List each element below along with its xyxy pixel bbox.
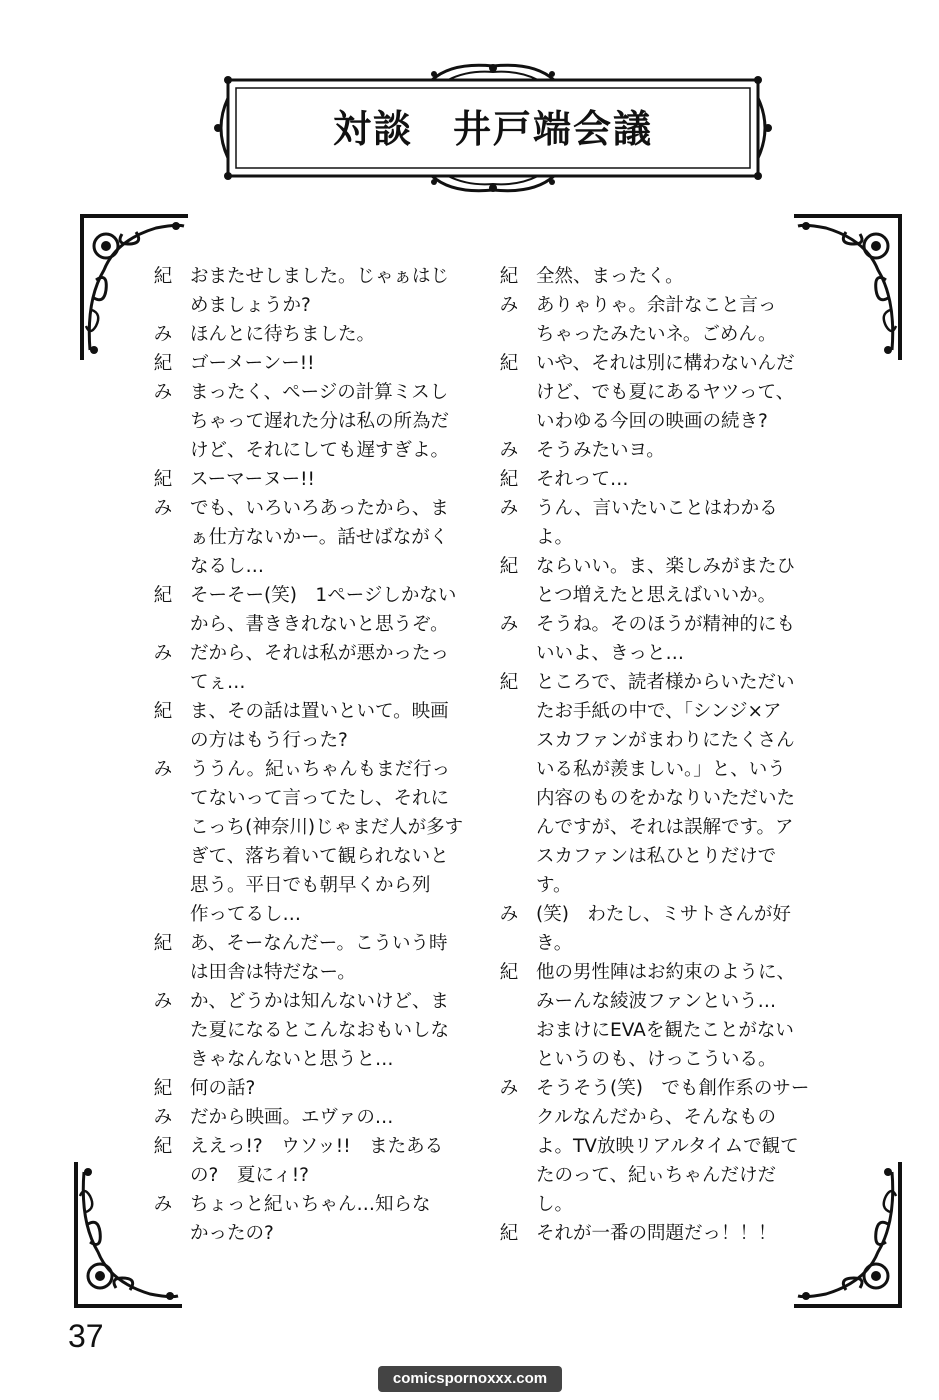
dialogue-line [496,1132,826,1161]
speaker-label: み [153,643,173,664]
dialogue-line [150,407,490,436]
dialogue-text: ところで、読者様からいただい [536,672,795,693]
dialogue-line [496,958,826,987]
dialogue-text: は田舎は特だなー。 [190,962,356,983]
dialogue-text: そーそー(笑) 1ページしかない [190,585,457,606]
dialogue-text: ぎて、落ち着いて観られないと [190,846,449,867]
dialogue-line [150,1045,490,1074]
dialogue-text: スカファンは私ひとりだけで [536,846,777,867]
dialogue-text: そうね。そのほうが精神的にも [536,614,796,635]
speaker-label: 紀 [499,266,519,287]
dialogue-line [150,1074,490,1103]
dialogue-text: (笑) わたし、ミサトさんが好 [536,904,791,925]
dialogue-text: だから、それは私が悪かったっ [190,643,450,664]
dialogue-line [496,755,826,784]
dialogue-line [496,581,826,610]
speaker-label: 紀 [153,933,173,954]
dialogue-line [150,755,490,784]
dialogue-text: そうみたいヨ。 [536,440,665,461]
dialogue-line [150,378,490,407]
speaker-label: 紀 [499,469,519,490]
dialogue-line [496,1190,826,1219]
dialogue-line [150,581,490,610]
dialogue-line [150,1161,490,1190]
dialogue-text: というのも、けっこういる。 [536,1049,777,1070]
dialogue-text: ええっ!? ウソッ!! またある [190,1136,444,1157]
speaker-label: み [153,1194,173,1215]
dialogue-line [496,610,826,639]
dialogue-text: ちゃって遅れた分は私の所為だ [190,411,450,432]
dialogue-line [496,552,826,581]
dialogue-line [496,1045,826,1074]
dialogue-text: 作ってるし… [190,904,302,925]
dialogue-text: 思う。平日でも朝早くから列 [190,875,431,896]
dialogue-text: 内容のものをかなりいただいた [536,788,796,809]
dialogue-line [150,987,490,1016]
dialogue-text: たのって、紀ぃちゃんだけだ [536,1165,776,1186]
dialogue-line [150,465,490,494]
page-number: 37 [68,1318,104,1354]
dialogue-text: けど、それにしても遅すぎよ。 [190,440,450,461]
speaker-label: み [153,991,173,1012]
dialogue-line [150,494,490,523]
dialogue-line [496,987,826,1016]
speaker-label: み [499,904,519,925]
dialogue-line [496,320,826,349]
dialogue-line [496,291,826,320]
dialogue-text: きゃなんないと思うと… [190,1049,394,1070]
dialogue-text: 他の男性陣はお約束のように、 [536,962,796,983]
dialogue-text: みーんな綾波ファンという… [536,991,777,1012]
speaker-label: 紀 [153,585,173,606]
dialogue-line [150,958,490,987]
dialogue-text: の? 夏にィ!? [190,1165,309,1186]
dialogue-text: いいよ、きっと… [536,643,685,664]
dialogue-line [150,320,490,349]
dialogue-line [496,465,826,494]
dialogue-line [496,639,826,668]
dialogue-text: ちゃったみたいネ。ごめん。 [536,324,777,345]
dialogue-line [496,436,826,465]
dialogue-line [496,871,826,900]
dialogue-line [150,639,490,668]
dialogue-line [150,1132,490,1161]
speaker-label: み [153,324,173,345]
dialogue-text: おまたせしました。じゃぁはじ [190,266,450,287]
dialogue-line [150,929,490,958]
dialogue-line [150,1103,490,1132]
dialogue-line [496,262,826,291]
dialogue-line [150,552,490,581]
dialogue-text: けど、でも夏にあるヤツって、 [536,382,795,403]
speaker-label: 紀 [499,1223,519,1244]
dialogue-line [496,1016,826,1045]
speaker-label: み [499,614,519,635]
page-title: 対談 井戸端会議 [332,107,653,151]
dialogue-line [496,842,826,871]
dialogue-line [150,842,490,871]
dialogue-text: それって… [536,469,629,490]
dialogue-text: ま、その話は置いといて。映画 [190,701,449,722]
dialogue-text: んですが、それは誤解です。ア [536,817,794,838]
dialogue-line [150,726,490,755]
dialogue-text: かったの? [190,1223,274,1244]
speaker-label: 紀 [153,353,173,374]
dialogue-line [496,726,826,755]
speaker-label: み [499,498,519,519]
dialogue-text: たお手紙の中で、「シンジ×ア [536,701,782,722]
dialogue-text: た夏になるとこんなおもいしな [190,1020,450,1041]
speaker-label: み [153,759,173,780]
dialogue-text: いわゆる今回の映画の続き? [536,411,768,432]
dialogue-column-left [150,262,490,1248]
dialogue-line [150,871,490,900]
dialogue-text: す。 [536,875,572,896]
dialogue-text: から、書ききれないと思うぞ。 [190,614,449,635]
dialogue-text: うん、言いたいことはわかる [536,498,778,519]
dialogue-line [150,349,490,378]
dialogue-text: とつ増えたと思えばいいか。 [536,585,777,606]
dialogue-line [496,1074,826,1103]
speaker-label: 紀 [153,469,173,490]
dialogue-text: でも、いろいろあったから、ま [190,498,449,519]
speaker-label: み [153,382,173,403]
dialogue-line [496,813,826,842]
dialogue-text: それが一番の問題だっ！！！ [536,1223,777,1244]
speaker-label: 紀 [499,962,519,983]
dialogue-text: ゴーメーンー!! [190,353,315,374]
dialogue-text: いや、それは別に構わないんだ [536,353,795,374]
dialogue-line [150,784,490,813]
dialogue-text: まったく、ページの計算ミスし [190,382,449,403]
dialogue-text: ならいい。ま、楽しみがまたひ [536,556,796,577]
speaker-label: 紀 [153,701,173,722]
dialogue-text: 何の話? [190,1078,256,1099]
dialogue-column-right [496,262,826,1248]
dialogue-text: よ。TV放映リアルタイムで観て [536,1136,799,1157]
dialogue-text: クルなんだから、そんなもの [536,1107,776,1128]
watermark: comicspornoxxx.com [378,1366,562,1392]
dialogue-line [150,523,490,552]
dialogue-line [150,291,490,320]
dialogue-line [150,813,490,842]
speaker-label: 紀 [499,672,519,693]
speaker-label: み [153,498,173,519]
dialogue-line [496,378,826,407]
dialogue-line [496,668,826,697]
dialogue-text: か、どうかは知んないけど、ま [190,991,450,1012]
dialogue-line [496,929,826,958]
dialogue-text: だから映画。エヴァの… [190,1107,394,1128]
speaker-label: 紀 [499,556,519,577]
dialogue-line [150,900,490,929]
dialogue-text: ありゃりゃ。余計なこと言っ [536,295,777,316]
dialogue-text: ほんとに待ちました。 [190,324,376,345]
dialogue-text: スーマーヌー!! [190,469,315,490]
dialogue-text: き。 [536,933,573,954]
speaker-label: み [153,1107,173,1128]
dialogue-line [496,349,826,378]
dialogue-text: なるし… [190,556,265,577]
dialogue-line [150,262,490,291]
dialogue-text: あ、そーなんだー。こういう時 [190,933,448,954]
dialogue-text: ちょっと紀ぃちゃん…知らな [190,1194,431,1215]
dialogue-line [150,668,490,697]
dialogue-line [150,1190,490,1219]
speaker-label: み [499,1078,519,1099]
dialogue-line [150,436,490,465]
dialogue-text: の方はもう行った? [190,730,348,751]
dialogue-text: よ。 [536,527,574,548]
dialogue-text: おまけにEVAを観たことがない [536,1020,794,1041]
dialogue-line [150,1219,490,1248]
dialogue-line [150,1016,490,1045]
dialogue-text: こっち(神奈川)じゃまだ人が多す [190,817,464,838]
dialogue-line [496,1161,826,1190]
speaker-label: 紀 [153,1078,173,1099]
dialogue-text: めましょうか? [190,295,311,316]
dialogue-line [496,494,826,523]
dialogue-text: スカファンがまわりにたくさん [536,730,795,751]
speaker-label: 紀 [499,353,519,374]
dialogue-line [496,523,826,552]
speaker-label: 紀 [153,266,173,287]
dialogue-text: そうそう(笑) でも創作系のサー [536,1078,810,1099]
dialogue-line [496,1103,826,1132]
dialogue-line [496,900,826,929]
speaker-label: 紀 [153,1136,173,1157]
dialogue-text: ううん。紀ぃちゃんもまだ行っ [190,759,451,780]
dialogue-text: し。 [536,1194,574,1215]
dialogue-text: 全然、まったく。 [536,266,684,287]
dialogue-line [496,784,826,813]
dialogue-text: ぁ仕方ないかー。話せばながく [190,527,449,548]
dialogue-line [150,610,490,639]
dialogue-line [150,697,490,726]
speaker-label: み [499,440,519,461]
dialogue-text: てないって言ってたし、それに [190,788,450,809]
dialogue-line [496,407,826,436]
speaker-label: み [499,295,519,316]
dialogue-line [496,697,826,726]
dialogue-line [496,1219,826,1248]
dialogue-text: いる私が羨ましい。」と、いう [536,759,786,780]
dialogue-text: てぇ… [190,672,246,693]
